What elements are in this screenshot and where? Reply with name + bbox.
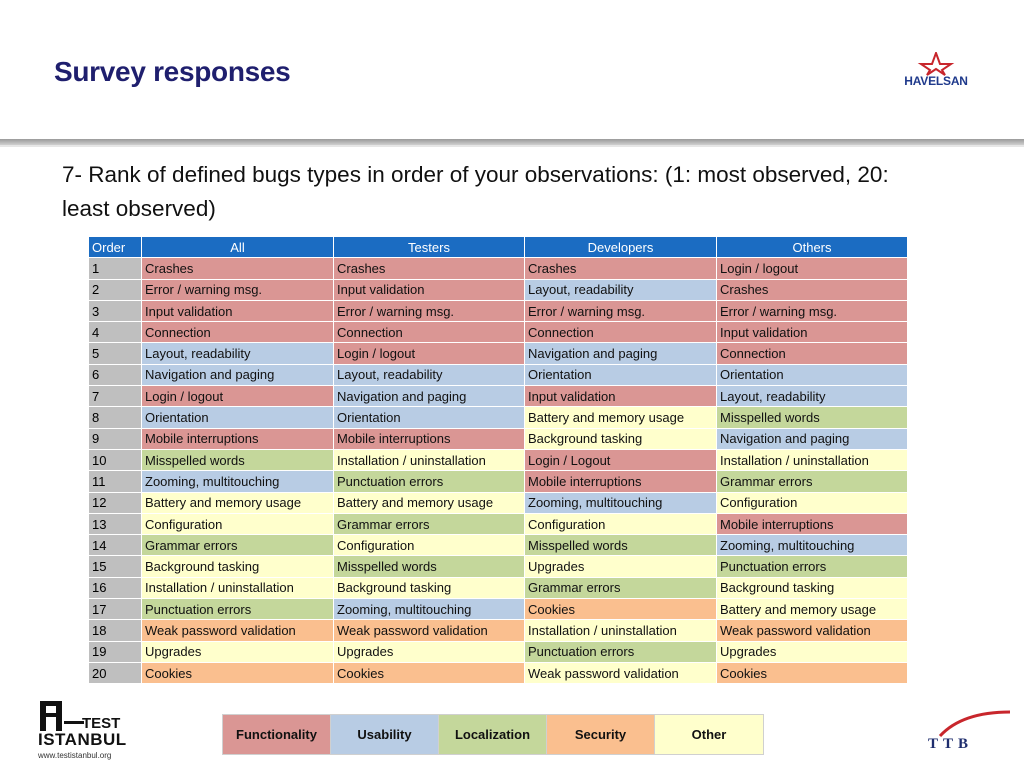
slide-title: Survey responses <box>54 56 291 87</box>
table-row <box>89 662 908 683</box>
legend-item-functionality: Functionality <box>223 715 331 754</box>
testers-cell: Upgrades <box>334 641 525 662</box>
others-cell: Login / logout <box>717 258 908 279</box>
order-cell: 12 <box>89 492 142 513</box>
table-row <box>89 407 908 428</box>
order-cell: 13 <box>89 513 142 534</box>
all-cell: Weak password validation <box>142 620 334 641</box>
table-row <box>89 599 908 620</box>
header-divider-shadow <box>0 145 1024 147</box>
table-row <box>89 343 908 364</box>
order-cell: 16 <box>89 577 142 598</box>
testers-cell: Login / logout <box>334 343 525 364</box>
others-cell: Error / warning msg. <box>717 300 908 321</box>
others-cell: Crashes <box>717 279 908 300</box>
havelsan-wordmark: HAVELSAN <box>904 74 968 88</box>
testers-cell: Cookies <box>334 662 525 683</box>
order-cell: 1 <box>89 258 142 279</box>
survey-table <box>88 236 908 684</box>
order-cell: 14 <box>89 535 142 556</box>
order-cell: 4 <box>89 322 142 343</box>
table-row <box>89 449 908 470</box>
testers-cell: Layout, readability <box>334 364 525 385</box>
developers-cell: Misspelled words <box>525 535 717 556</box>
table-row <box>89 322 908 343</box>
testers-cell: Mobile interruptions <box>334 428 525 449</box>
others-cell: Installation / uninstallation <box>717 449 908 470</box>
others-cell: Punctuation errors <box>717 556 908 577</box>
developers-cell: Zooming, multitouching <box>525 492 717 513</box>
all-cell: Upgrades <box>142 641 334 662</box>
all-cell: Layout, readability <box>142 343 334 364</box>
havelsan-logo <box>898 52 974 92</box>
table-row <box>89 471 908 492</box>
table-row <box>89 258 908 279</box>
developers-cell: Error / warning msg. <box>525 300 717 321</box>
order-cell: 5 <box>89 343 142 364</box>
legend-item-usability: Usability <box>331 715 439 754</box>
table-row <box>89 513 908 534</box>
others-cell: Orientation <box>717 364 908 385</box>
order-cell: 18 <box>89 620 142 641</box>
testers-cell: Input validation <box>334 279 525 300</box>
others-cell: Connection <box>717 343 908 364</box>
bridge-icon <box>38 697 84 731</box>
others-cell: Misspelled words <box>717 407 908 428</box>
table-header-row <box>89 237 908 258</box>
test-istanbul-url: www.testistanbul.org <box>38 751 112 760</box>
order-cell: 9 <box>89 428 142 449</box>
others-cell: Background tasking <box>717 577 908 598</box>
order-cell: 2 <box>89 279 142 300</box>
order-cell: 20 <box>89 662 142 683</box>
legend-item-localization: Localization <box>439 715 547 754</box>
category-legend <box>222 714 764 755</box>
table-row <box>89 279 908 300</box>
all-cell: Login / logout <box>142 386 334 407</box>
developers-cell: Mobile interruptions <box>525 471 717 492</box>
testers-cell: Installation / uninstallation <box>334 449 525 470</box>
table-row <box>89 364 908 385</box>
order-cell: 7 <box>89 386 142 407</box>
all-cell: Mobile interruptions <box>142 428 334 449</box>
order-cell: 6 <box>89 364 142 385</box>
testers-cell: Crashes <box>334 258 525 279</box>
developers-cell: Cookies <box>525 599 717 620</box>
all-cell: Grammar errors <box>142 535 334 556</box>
developers-cell: Configuration <box>525 513 717 534</box>
others-cell: Configuration <box>717 492 908 513</box>
header-order: Order <box>89 237 142 258</box>
developers-cell: Background tasking <box>525 428 717 449</box>
all-cell: Orientation <box>142 407 334 428</box>
all-cell: Connection <box>142 322 334 343</box>
all-cell: Punctuation errors <box>142 599 334 620</box>
test-wordmark: TEST <box>82 715 121 732</box>
table-row <box>89 386 908 407</box>
testers-cell: Navigation and paging <box>334 386 525 407</box>
ttb-logo <box>922 708 1014 758</box>
table-row <box>89 577 908 598</box>
all-cell: Battery and memory usage <box>142 492 334 513</box>
all-cell: Cookies <box>142 662 334 683</box>
testers-cell: Weak password validation <box>334 620 525 641</box>
others-cell: Zooming, multitouching <box>717 535 908 556</box>
table-row <box>89 428 908 449</box>
testers-cell: Configuration <box>334 535 525 556</box>
all-cell: Crashes <box>142 258 334 279</box>
order-cell: 19 <box>89 641 142 662</box>
table-row <box>89 535 908 556</box>
ttb-swoosh-icon <box>922 708 1014 738</box>
order-cell: 15 <box>89 556 142 577</box>
others-cell: Input validation <box>717 322 908 343</box>
header-others: Others <box>717 237 908 258</box>
testers-cell: Battery and memory usage <box>334 492 525 513</box>
others-cell: Layout, readability <box>717 386 908 407</box>
others-cell: Mobile interruptions <box>717 513 908 534</box>
all-cell: Misspelled words <box>142 449 334 470</box>
order-cell: 17 <box>89 599 142 620</box>
header-all: All <box>142 237 334 258</box>
testers-cell: Misspelled words <box>334 556 525 577</box>
header-developers: Developers <box>525 237 717 258</box>
developers-cell: Crashes <box>525 258 717 279</box>
others-cell: Battery and memory usage <box>717 599 908 620</box>
legend-item-security: Security <box>547 715 655 754</box>
developers-cell: Login / Logout <box>525 449 717 470</box>
developers-cell: Orientation <box>525 364 717 385</box>
testers-cell: Orientation <box>334 407 525 428</box>
testers-cell: Error / warning msg. <box>334 300 525 321</box>
legend-item-other: Other <box>655 715 763 754</box>
others-cell: Cookies <box>717 662 908 683</box>
table-row <box>89 300 908 321</box>
developers-cell: Navigation and paging <box>525 343 717 364</box>
testers-cell: Zooming, multitouching <box>334 599 525 620</box>
ttb-wordmark: TTB <box>928 736 974 752</box>
developers-cell: Input validation <box>525 386 717 407</box>
all-cell: Zooming, multitouching <box>142 471 334 492</box>
developers-cell: Connection <box>525 322 717 343</box>
order-cell: 10 <box>89 449 142 470</box>
table-row <box>89 492 908 513</box>
all-cell: Background tasking <box>142 556 334 577</box>
developers-cell: Punctuation errors <box>525 641 717 662</box>
others-cell: Weak password validation <box>717 620 908 641</box>
table-row <box>89 641 908 662</box>
all-cell: Navigation and paging <box>142 364 334 385</box>
havelsan-star-icon <box>898 52 974 76</box>
test-istanbul-logo <box>36 697 146 763</box>
header-testers: Testers <box>334 237 525 258</box>
order-cell: 3 <box>89 300 142 321</box>
developers-cell: Upgrades <box>525 556 717 577</box>
istanbul-wordmark: ISTANBUL <box>38 730 127 749</box>
testers-cell: Grammar errors <box>334 513 525 534</box>
developers-cell: Battery and memory usage <box>525 407 717 428</box>
all-cell: Input validation <box>142 300 334 321</box>
others-cell: Grammar errors <box>717 471 908 492</box>
all-cell: Configuration <box>142 513 334 534</box>
table-row <box>89 620 908 641</box>
others-cell: Upgrades <box>717 641 908 662</box>
survey-table-body <box>89 258 908 684</box>
testers-cell: Punctuation errors <box>334 471 525 492</box>
testers-cell: Background tasking <box>334 577 525 598</box>
order-cell: 11 <box>89 471 142 492</box>
all-cell: Installation / uninstallation <box>142 577 334 598</box>
all-cell: Error / warning msg. <box>142 279 334 300</box>
developers-cell: Grammar errors <box>525 577 717 598</box>
order-cell: 8 <box>89 407 142 428</box>
developers-cell: Layout, readability <box>525 279 717 300</box>
others-cell: Navigation and paging <box>717 428 908 449</box>
testers-cell: Connection <box>334 322 525 343</box>
table-row <box>89 556 908 577</box>
question-text: 7- Rank of defined bugs types in order of your observations: (1: most observed, 20: least observed) <box>62 162 889 221</box>
developers-cell: Installation / uninstallation <box>525 620 717 641</box>
developers-cell: Weak password validation <box>525 662 717 683</box>
